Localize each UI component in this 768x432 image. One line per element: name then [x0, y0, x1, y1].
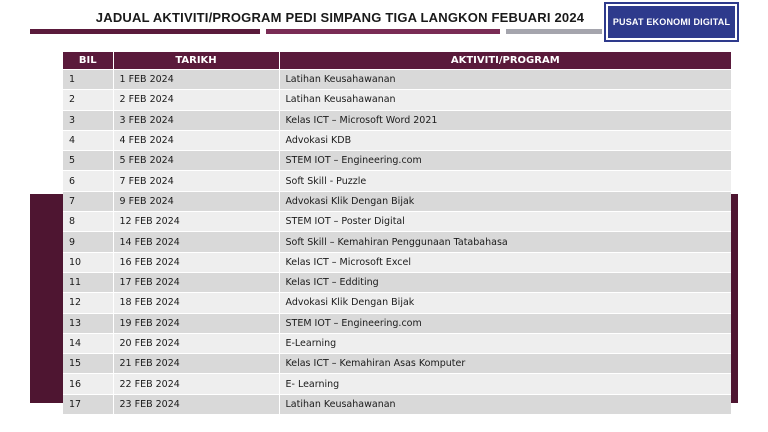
- table-row: [63, 232, 731, 252]
- row-tarikh-cell: 22 FEB 2024: [113, 374, 279, 394]
- table-row: [63, 374, 731, 394]
- row-aktiviti-cell: E-Learning: [279, 333, 731, 353]
- row-bil-cell: 2: [63, 90, 113, 110]
- row-tarikh-cell: 12 FEB 2024: [113, 212, 279, 232]
- row-tarikh-cell: 2 FEB 2024: [113, 90, 279, 110]
- row-aktiviti-cell: Soft Skill - Puzzle: [279, 171, 731, 191]
- row-bil-cell: 10: [63, 252, 113, 272]
- header-divider-plum: [266, 29, 500, 34]
- row-aktiviti-cell: Latihan Keusahawanan: [279, 90, 731, 110]
- row-aktiviti-cell: Advokasi KDB: [279, 130, 731, 150]
- header-divider-grey: [506, 29, 602, 34]
- row-bil-cell: 14: [63, 333, 113, 353]
- table-row: [63, 394, 731, 414]
- row-bil-cell: 3: [63, 110, 113, 130]
- page-title: JADUAL AKTIVITI/PROGRAM PEDI SIMPANG TIGA LANGKON FEBUARI 2024: [95, 10, 585, 25]
- row-aktiviti-cell: Kelas ICT – Microsoft Word 2021: [279, 110, 731, 130]
- row-bil-cell: 17: [63, 394, 113, 414]
- row-tarikh-cell: 21 FEB 2024: [113, 354, 279, 374]
- row-aktiviti-cell: STEM IOT – Poster Digital: [279, 212, 731, 232]
- table-row: [63, 90, 731, 110]
- table-row: [63, 151, 731, 171]
- column-header-tarikh: TARIKH: [113, 52, 279, 70]
- row-bil-cell: 6: [63, 171, 113, 191]
- row-bil-cell: 13: [63, 313, 113, 333]
- row-bil-cell: 15: [63, 354, 113, 374]
- row-tarikh-cell: 23 FEB 2024: [113, 394, 279, 414]
- table-row: [63, 354, 731, 374]
- row-aktiviti-cell: Soft Skill – Kemahiran Penggunaan Tatabahasa: [279, 232, 731, 252]
- row-bil-cell: 4: [63, 130, 113, 150]
- row-bil-cell: 11: [63, 272, 113, 292]
- table-row: [63, 252, 731, 272]
- row-tarikh-cell: 16 FEB 2024: [113, 252, 279, 272]
- row-tarikh-cell: 5 FEB 2024: [113, 151, 279, 171]
- logo-badge: PUSAT EKONOMI DIGITAL: [606, 4, 737, 40]
- table-row: [63, 70, 731, 90]
- row-aktiviti-cell: Advokasi Klik Dengan Bijak: [279, 191, 731, 211]
- table-row: [63, 191, 731, 211]
- row-bil-cell: 5: [63, 151, 113, 171]
- table-row: [63, 110, 731, 130]
- table-body: [63, 70, 731, 415]
- row-aktiviti-cell: Latihan Keusahawanan: [279, 394, 731, 414]
- table-row: [63, 212, 731, 232]
- table-header-row: [63, 52, 731, 70]
- row-tarikh-cell: 18 FEB 2024: [113, 293, 279, 313]
- header-divider-maroon: [30, 29, 260, 34]
- table-row: [63, 171, 731, 191]
- table-row: [63, 333, 731, 353]
- row-tarikh-cell: 1 FEB 2024: [113, 70, 279, 90]
- column-header-bil: BIL: [63, 52, 113, 70]
- row-aktiviti-cell: Kelas ICT – Kemahiran Asas Komputer: [279, 354, 731, 374]
- table-row: [63, 293, 731, 313]
- table-row: [63, 272, 731, 292]
- row-aktiviti-cell: Kelas ICT – Edditing: [279, 272, 731, 292]
- schedule-table: [63, 52, 731, 414]
- column-header-aktiviti: AKTIVITI/PROGRAM: [279, 52, 731, 70]
- row-tarikh-cell: 20 FEB 2024: [113, 333, 279, 353]
- schedule-table-container: [63, 52, 731, 414]
- row-bil-cell: 16: [63, 374, 113, 394]
- row-bil-cell: 12: [63, 293, 113, 313]
- row-bil-cell: 8: [63, 212, 113, 232]
- table-row: [63, 130, 731, 150]
- row-tarikh-cell: 3 FEB 2024: [113, 110, 279, 130]
- row-bil-cell: 1: [63, 70, 113, 90]
- row-bil-cell: 7: [63, 191, 113, 211]
- row-tarikh-cell: 17 FEB 2024: [113, 272, 279, 292]
- row-aktiviti-cell: Latihan Keusahawanan: [279, 70, 731, 90]
- row-aktiviti-cell: STEM IOT – Engineering.com: [279, 151, 731, 171]
- row-tarikh-cell: 19 FEB 2024: [113, 313, 279, 333]
- row-tarikh-cell: 14 FEB 2024: [113, 232, 279, 252]
- row-aktiviti-cell: STEM IOT – Engineering.com: [279, 313, 731, 333]
- row-tarikh-cell: 9 FEB 2024: [113, 191, 279, 211]
- table-row: [63, 313, 731, 333]
- row-aktiviti-cell: E- Learning: [279, 374, 731, 394]
- row-tarikh-cell: 7 FEB 2024: [113, 171, 279, 191]
- row-aktiviti-cell: Advokasi Klik Dengan Bijak: [279, 293, 731, 313]
- row-bil-cell: 9: [63, 232, 113, 252]
- row-tarikh-cell: 4 FEB 2024: [113, 130, 279, 150]
- row-aktiviti-cell: Kelas ICT – Microsoft Excel: [279, 252, 731, 272]
